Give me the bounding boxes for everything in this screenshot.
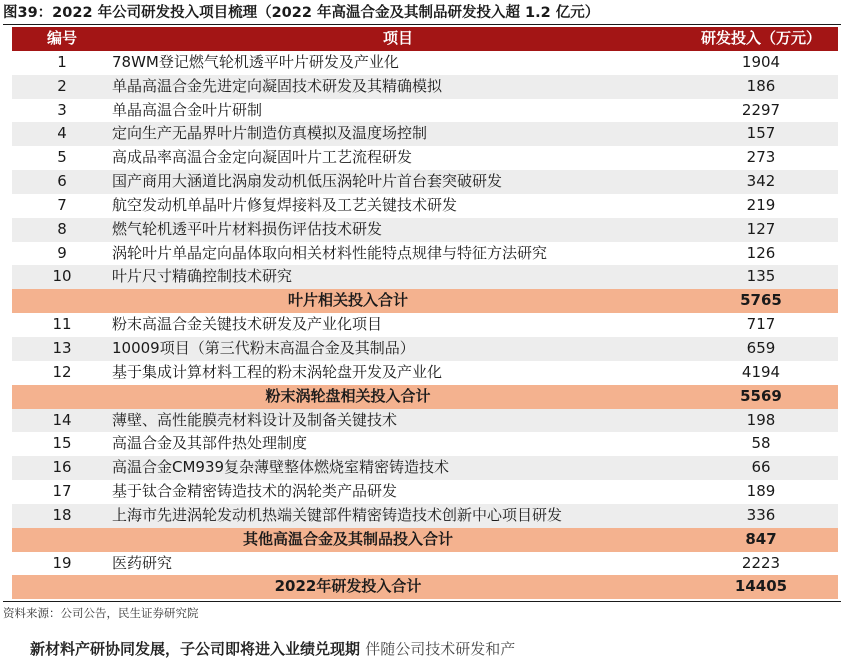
row-amount: 135 [684, 265, 838, 289]
subtotal-amount: 847 [684, 528, 838, 552]
row-project: 医药研究 [112, 552, 684, 576]
subtotal-label: 粉末涡轮盘相关投入合计 [12, 385, 684, 409]
table-row [12, 146, 838, 170]
row-amount: 126 [684, 242, 838, 266]
row-amount: 219 [684, 194, 838, 218]
table-row [12, 409, 838, 433]
row-no: 1 [12, 51, 112, 75]
row-project: 燃气轮机透平叶片材料损伤评估技术研发 [112, 218, 684, 242]
table-row [12, 170, 838, 194]
table-row [12, 122, 838, 146]
row-no: 19 [12, 552, 112, 576]
table-row [12, 432, 838, 456]
table-row [12, 337, 838, 361]
row-amount: 186 [684, 75, 838, 99]
subtotal-row [12, 575, 838, 599]
row-project: 单晶高温合金叶片研制 [112, 99, 684, 123]
row-amount: 198 [684, 409, 838, 433]
row-no: 16 [12, 456, 112, 480]
bottom-rule [3, 601, 841, 602]
table-row [12, 313, 838, 337]
table-row [12, 218, 838, 242]
row-no: 2 [12, 75, 112, 99]
table-row [12, 361, 838, 385]
table-row [12, 75, 838, 99]
row-amount: 2297 [684, 99, 838, 123]
row-project: 叶片尺寸精确控制技术研究 [112, 265, 684, 289]
table-row [12, 504, 838, 528]
row-project: 上海市先进涡轮发动机热端关键部件精密铸造技术创新中心项目研发 [112, 504, 684, 528]
row-project: 单晶高温合金先进定向凝固技术研发及其精确模拟 [112, 75, 684, 99]
subtotal-amount: 5569 [684, 385, 838, 409]
row-amount: 336 [684, 504, 838, 528]
row-amount: 2223 [684, 552, 838, 576]
table-body [12, 51, 838, 599]
subtotal-label: 叶片相关投入合计 [12, 289, 684, 313]
row-no: 10 [12, 265, 112, 289]
row-amount: 273 [684, 146, 838, 170]
row-project: 粉末高温合金关键技术研发及产业化项目 [112, 313, 684, 337]
row-no: 6 [12, 170, 112, 194]
subtotal-label: 其他高温合金及其制品投入合计 [12, 528, 684, 552]
row-project: 薄壁、高性能膜壳材料设计及制备关键技术 [112, 409, 684, 433]
row-amount: 157 [684, 122, 838, 146]
row-amount: 1904 [684, 51, 838, 75]
table-row [12, 242, 838, 266]
subtotal-row [12, 385, 838, 409]
figure-title: 图39：2022 年公司研发投入项目梳理（2022 年高温合金及其制品研发投入超 1.2 亿元） [3, 5, 600, 21]
row-no: 14 [12, 409, 112, 433]
source-note: 资料来源：公司公告，民生证券研究院 [3, 606, 199, 620]
table-row [12, 456, 838, 480]
table-row [12, 194, 838, 218]
row-project: 10009项目（第三代粉末高温合金及其制品） [112, 337, 684, 361]
header-project: 项目 [112, 27, 684, 51]
row-project: 高成品率高温合金定向凝固叶片工艺流程研发 [112, 146, 684, 170]
row-no: 8 [12, 218, 112, 242]
row-project: 基于集成计算材料工程的粉末涡轮盘开发及产业化 [112, 361, 684, 385]
row-no: 18 [12, 504, 112, 528]
section-heading [30, 638, 515, 659]
table-row [12, 552, 838, 576]
row-project: 基于钛合金精密铸造技术的涡轮类产品研发 [112, 480, 684, 504]
row-no: 12 [12, 361, 112, 385]
title-rule [3, 24, 841, 25]
rd-projects-table [12, 27, 838, 599]
row-no: 7 [12, 194, 112, 218]
section-heading-bold: 新材料产研协同发展，子公司即将进入业绩兑现期 [30, 640, 361, 658]
subtotal-amount: 14405 [684, 575, 838, 599]
row-no: 9 [12, 242, 112, 266]
row-no: 3 [12, 99, 112, 123]
row-amount: 342 [684, 170, 838, 194]
row-amount: 127 [684, 218, 838, 242]
row-amount: 58 [684, 432, 838, 456]
row-amount: 4194 [684, 361, 838, 385]
row-no: 5 [12, 146, 112, 170]
table-header-row [12, 27, 838, 51]
row-no: 15 [12, 432, 112, 456]
row-no: 4 [12, 122, 112, 146]
header-no: 编号 [12, 27, 112, 51]
row-project: 国产商用大涵道比涡扇发动机低压涡轮叶片首台套突破研发 [112, 170, 684, 194]
subtotal-label: 2022年研发投入合计 [12, 575, 684, 599]
table-row [12, 265, 838, 289]
table-row [12, 99, 838, 123]
row-project: 航空发动机单晶叶片修复焊接料及工艺关键技术研发 [112, 194, 684, 218]
table-row [12, 51, 838, 75]
row-no: 11 [12, 313, 112, 337]
row-project: 高温合金CM939复杂薄壁整体燃烧室精密铸造技术 [112, 456, 684, 480]
subtotal-row [12, 289, 838, 313]
table-row [12, 480, 838, 504]
row-amount: 189 [684, 480, 838, 504]
row-amount: 659 [684, 337, 838, 361]
subtotal-amount: 5765 [684, 289, 838, 313]
row-no: 17 [12, 480, 112, 504]
row-no: 13 [12, 337, 112, 361]
section-heading-text: 伴随公司技术研发和产 [365, 640, 516, 658]
row-project: 定向生产无晶界叶片制造仿真模拟及温度场控制 [112, 122, 684, 146]
row-amount: 66 [684, 456, 838, 480]
header-amount: 研发投入（万元） [684, 27, 838, 51]
subtotal-row [12, 528, 838, 552]
row-project: 高温合金及其部件热处理制度 [112, 432, 684, 456]
row-project: 78WM登记燃气轮机透平叶片研发及产业化 [112, 51, 684, 75]
row-project: 涡轮叶片单晶定向晶体取向相关材料性能特点规律与特征方法研究 [112, 242, 684, 266]
row-amount: 717 [684, 313, 838, 337]
